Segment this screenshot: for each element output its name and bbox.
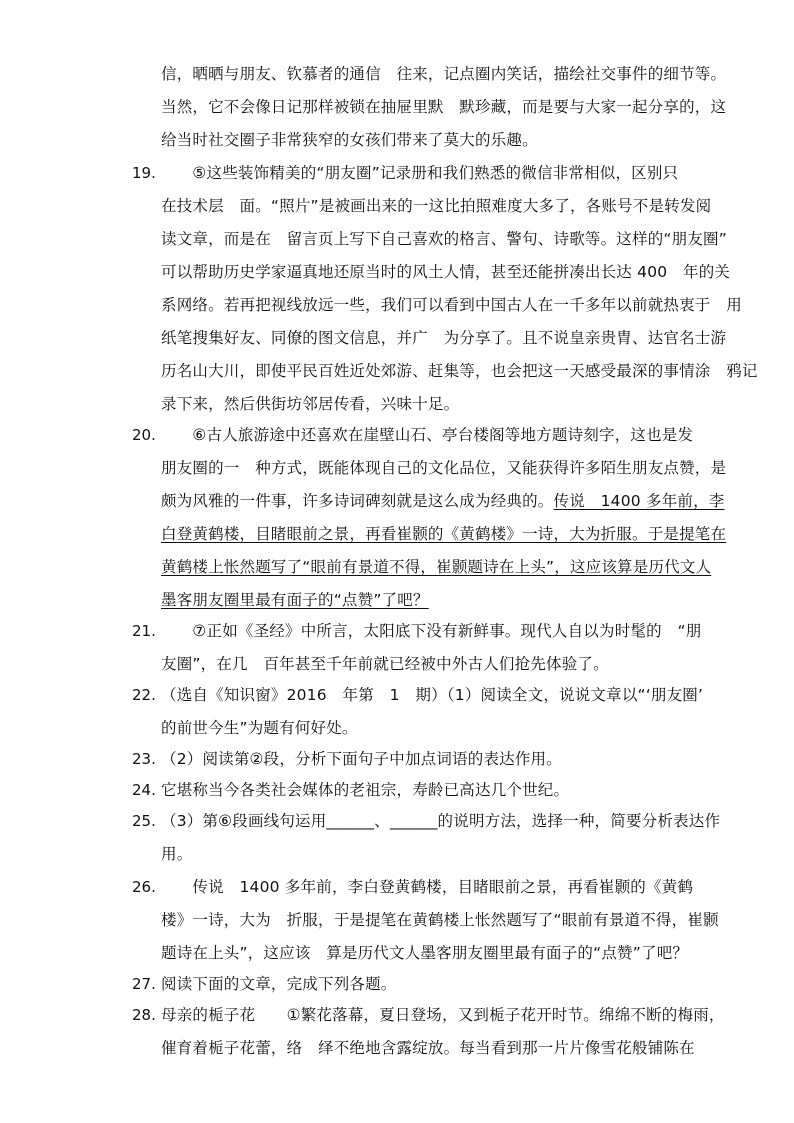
text-line xyxy=(161,523,726,545)
text-line xyxy=(161,129,538,151)
line-text: 的前世今生”为题有何好处。 xyxy=(161,719,358,737)
line-text: 传说 1400 多年前，李白登黄鹤楼，目睹眼前之景，再看崔颢的《黄鹤 xyxy=(161,878,694,896)
item-number: 20. xyxy=(132,426,156,444)
text-line xyxy=(161,779,569,801)
item-number: 28. xyxy=(132,1006,156,1024)
line-text: 录下来，然后供街坊邻居传看，兴味十足。 xyxy=(161,395,460,413)
line-text: （3）第⑥段画线句运用______、______的说明方法，选择一种，简要分析表达作 xyxy=(161,812,721,830)
line-text: （选自《知识窗》2016 年第 1 期）（1）阅读全文，说说文章以“‘朋友圈’ xyxy=(161,686,704,704)
line-text: 催育着栀子花蕾，络 绎不绝地含露绽放。每当看到那一片片像雪花般铺陈在 xyxy=(161,1039,695,1057)
underlined-sentence: 白登黄鹤楼，目睹眼前之景，再看崔颢的《黄鹤楼》一诗，大为折服。于是提笔在 xyxy=(161,525,727,543)
text-line xyxy=(161,810,720,832)
text-line xyxy=(161,327,726,349)
line-text: 给当时社交圈子非常狭窄的女孩们带来了莫大的乐趣。 xyxy=(161,131,538,149)
text-line xyxy=(161,261,730,283)
text-line xyxy=(161,393,459,415)
text-line xyxy=(161,195,711,217)
line-text: 信，晒晒与朋友、钦慕者的通信 往来，记点圈内笑话，描绘社交事件的细节等。 xyxy=(161,65,727,83)
line-text: 在技术层 面。“照片”是被画出来的一这比拍照难度大多了，各账号不是转发阅 xyxy=(161,197,712,215)
item-number: 27. xyxy=(132,975,156,993)
line-text: 历名山大川，即使平民百姓近处郊游、赶集等，也会把这一天感受最深的事情涂 鸦记 xyxy=(161,362,758,380)
text-line xyxy=(161,294,742,316)
text-line xyxy=(161,589,429,611)
line-text: 纸笔搜集好友、同僚的图文信息，并广 为分享了。且不说皇亲贵胄、达官名士游 xyxy=(161,329,727,347)
line-text: 颇为风雅的一件事，许多诗词碑刻就是这么成为经典的。 xyxy=(161,492,554,510)
underlined-sentence: 黄鹤楼上怅然题写了“眼前有景道不得，崔颢题诗在上头”，这应该算是历代文人 xyxy=(161,558,712,576)
text-line xyxy=(161,490,725,512)
text-line xyxy=(161,909,719,931)
text-line xyxy=(161,63,726,85)
text-line xyxy=(161,973,397,995)
line-text: 用。 xyxy=(161,845,193,863)
item-number: 19. xyxy=(132,164,156,182)
underlined-sentence: 墨客朋友圈里最有面子的“点赞”了吧？ xyxy=(161,591,429,609)
item-number: 25. xyxy=(132,812,156,830)
item-number: 24. xyxy=(132,781,156,799)
line-text: 母亲的栀子花 ①繁花落幕，夏日登场，又到栀子花开时节。绵绵不断的梅雨， xyxy=(161,1006,725,1024)
underlined-sentence: 传说 1400 多年前，李 xyxy=(553,492,725,510)
text-line xyxy=(161,1037,695,1059)
line-text: 朋友圈的一 种方式，既能体现自己的文化品位，又能获得许多陌生朋友点赞，是 xyxy=(161,459,727,477)
line-text: 楼》一诗，大为 折服，于是提笔在黄鹤楼上怅然题写了“眼前有景道不得，崔颢 xyxy=(161,911,719,929)
line-text: 读文章，而是在 留言页上写下自己喜欢的格言、警句、诗歌等。这样的“朋友圈” xyxy=(161,230,727,248)
text-line xyxy=(161,1004,725,1026)
text-line xyxy=(161,96,726,118)
line-text: ⑤这些装饰精美的“朋友圈”记录册和我们熟悉的微信非常相似，区别只 xyxy=(161,164,679,182)
text-line xyxy=(161,942,688,964)
text-line xyxy=(161,717,358,739)
text-line xyxy=(161,228,727,250)
text-line xyxy=(161,876,693,898)
line-text: 友圈”，在几 百年甚至千年前就已经被中外古人们抢先体验了。 xyxy=(161,655,609,673)
line-text: ⑦正如《圣经》中所言，太阳底下没有新鲜事。现代人自以为时髦的 “朋 xyxy=(161,622,702,640)
item-number: 22. xyxy=(132,686,156,704)
line-text: 系网络。若再把视线放远一些，我们可以看到中国古人在一千多年以前就热衷于 用 xyxy=(161,296,742,314)
text-line xyxy=(161,843,192,865)
item-number: 21. xyxy=(132,622,156,640)
text-line xyxy=(161,424,693,446)
item-number: 23. xyxy=(132,750,156,768)
line-text: ⑥古人旅游途中还喜欢在崖壁山石、亭台楼阁等地方题诗刻字，这也是发 xyxy=(161,426,694,444)
text-line xyxy=(161,653,609,675)
text-line xyxy=(161,620,701,642)
line-text: 可以帮助历史学家逼真地还原当时的风土人情，甚至还能拼凑出长达 400 年的关 xyxy=(161,263,731,281)
text-line xyxy=(161,684,703,706)
text-line xyxy=(161,748,562,770)
line-text: 阅读下面的文章，完成下列各题。 xyxy=(161,975,397,993)
text-line xyxy=(161,162,678,184)
line-text: 它堪称当今各类社会媒体的老祖宗，寿龄已高达几个世纪。 xyxy=(161,781,570,799)
line-text: 题诗在上头”，这应该 算是历代文人墨客朋友圈里最有面子的“点赞”了吧？ xyxy=(161,944,689,962)
item-number: 26. xyxy=(132,878,156,896)
text-line xyxy=(161,360,758,382)
line-text: （2）阅读第②段，分析下面句子中加点词语的表达作用。 xyxy=(161,750,562,768)
text-line xyxy=(161,556,711,578)
line-text: 当然，它不会像日记那样被锁在抽屉里默 默珍藏，而是要与大家一起分享的，这 xyxy=(161,98,727,116)
text-line xyxy=(161,457,726,479)
